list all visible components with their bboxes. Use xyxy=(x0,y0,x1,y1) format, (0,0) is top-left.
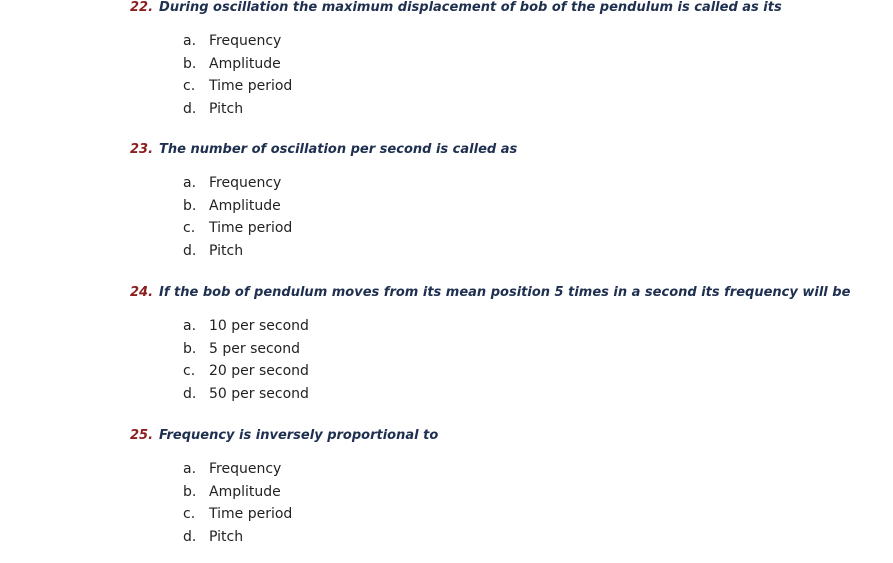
option-text: Pitch xyxy=(209,243,244,260)
option-text: Amplitude xyxy=(209,197,281,214)
option-text: Amplitude xyxy=(209,55,281,72)
option-text: Time period xyxy=(209,220,293,237)
option-d xyxy=(183,98,880,121)
option-letter: c. xyxy=(183,78,196,95)
option-letter: c. xyxy=(183,363,196,380)
option-a xyxy=(183,172,880,195)
option-text: 10 per second xyxy=(209,318,309,334)
question-number: 23. xyxy=(130,142,154,157)
option-d xyxy=(183,240,880,263)
option-text: 20 per second xyxy=(209,363,309,380)
question-text: Frequency is inversely proportional to xyxy=(159,428,439,443)
option-b xyxy=(183,338,880,361)
option-text: Frequency xyxy=(209,461,282,477)
option-list xyxy=(183,315,880,406)
option-letter: d. xyxy=(183,529,197,546)
option-text: Pitch xyxy=(209,529,244,546)
question-heading xyxy=(130,428,880,444)
option-d xyxy=(183,383,880,406)
option-list xyxy=(183,30,880,121)
option-c xyxy=(183,217,880,240)
option-letter: b. xyxy=(183,55,197,72)
option-letter: a. xyxy=(183,33,197,49)
option-b xyxy=(183,481,880,504)
question-text: The number of oscillation per second is called as xyxy=(159,142,518,157)
question-number: 22. xyxy=(130,0,154,15)
question-number: 24. xyxy=(130,285,154,300)
option-letter: d. xyxy=(183,386,197,403)
option-text: 5 per second xyxy=(209,340,300,357)
option-a xyxy=(183,30,880,53)
question-number: 25. xyxy=(130,428,154,443)
option-c xyxy=(183,503,880,526)
option-text: Time period xyxy=(209,506,293,523)
option-letter: d. xyxy=(183,243,197,260)
option-a xyxy=(183,458,880,481)
question-text: During oscillation the maximum displacement of bob of the pendulum is called as its xyxy=(159,0,782,15)
question-heading xyxy=(130,285,880,301)
question-24 xyxy=(130,285,880,406)
option-text: Amplitude xyxy=(209,483,281,500)
option-b xyxy=(183,53,880,76)
option-letter: b. xyxy=(183,340,197,357)
option-list xyxy=(183,458,880,549)
option-letter: a. xyxy=(183,318,197,334)
question-23 xyxy=(130,142,880,263)
option-letter: a. xyxy=(183,461,197,477)
option-letter: a. xyxy=(183,175,197,191)
option-text: Time period xyxy=(209,78,293,95)
option-text: Frequency xyxy=(209,33,282,49)
option-letter: d. xyxy=(183,101,197,118)
option-letter: b. xyxy=(183,197,197,214)
option-text: Pitch xyxy=(209,101,244,118)
option-c xyxy=(183,75,880,98)
option-letter: b. xyxy=(183,483,197,500)
question-heading xyxy=(130,142,880,158)
option-letter: c. xyxy=(183,506,196,523)
option-letter: c. xyxy=(183,220,196,237)
question-heading xyxy=(130,0,880,16)
option-c xyxy=(183,360,880,383)
option-a xyxy=(183,315,880,338)
question-22 xyxy=(130,0,880,121)
option-text: 50 per second xyxy=(209,386,309,403)
option-d xyxy=(183,526,880,549)
question-text: If the bob of pendulum moves from its mean position 5 times in a second its frequency will be xyxy=(159,285,851,300)
option-b xyxy=(183,195,880,218)
option-list xyxy=(183,172,880,263)
question-25 xyxy=(130,428,880,549)
option-text: Frequency xyxy=(209,175,282,191)
